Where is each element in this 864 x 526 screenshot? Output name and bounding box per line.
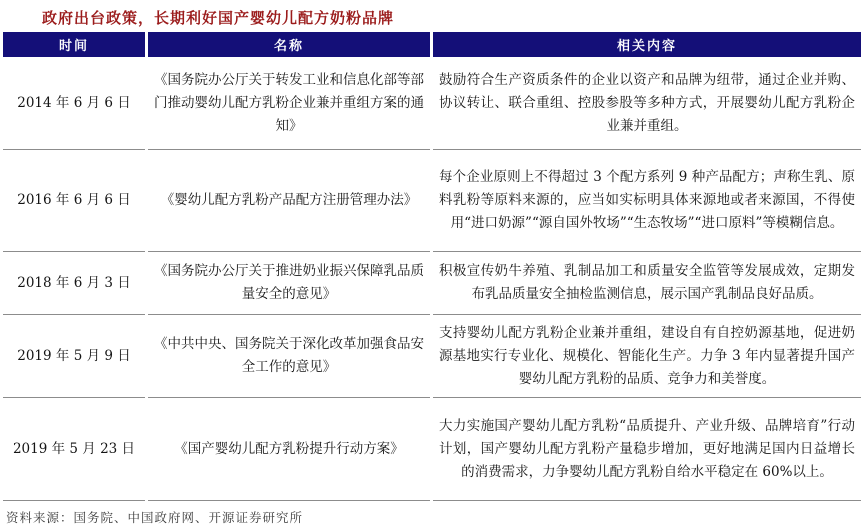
column-header-time: 时间 — [3, 32, 145, 57]
cell-date: 2019 年 5 月 9 日 — [3, 315, 145, 398]
cell-date: 2018 年 6 月 3 日 — [3, 252, 145, 315]
cell-policy-content: 积极宣传奶牛养殖、乳制品加工和质量安全监管等发展成效，定期发布乳品质量安全抽检监测信息，展示国产乳制品良好品质。 — [433, 252, 861, 315]
column-header-content: 相关内容 — [433, 32, 861, 57]
cell-policy-name: 《国务院办公厅关于转发工业和信息化部等部门推动婴幼儿配方乳粉企业兼并重组方案的通知》 — [148, 57, 430, 150]
column-header-name: 名称 — [148, 32, 430, 57]
cell-date: 2014 年 6 月 6 日 — [3, 57, 145, 150]
cell-date: 2016 年 6 月 6 日 — [3, 150, 145, 252]
cell-policy-content: 鼓励符合生产资质条件的企业以资产和品牌为纽带，通过企业并购、协议转让、联合重组、控股参股等多种方式，开展婴幼儿配方乳粉企业兼并重组。 — [433, 57, 861, 150]
cell-policy-name: 《婴幼儿配方乳粉产品配方注册管理办法》 — [148, 150, 430, 252]
cell-policy-content: 支持婴幼儿配方乳粉企业兼并重组，建设自有自控奶源基地，促进奶源基地实行专业化、规模化、智能化生产。力争 3 年内显著提升国产婴幼儿配方乳粉的品质、竞争力和美誉度。 — [433, 315, 861, 398]
page-title: 政府出台政策，长期利好国产婴幼儿配方奶粉品牌 — [42, 9, 395, 27]
table-row — [3, 315, 861, 398]
table-row — [3, 57, 861, 150]
table-row — [3, 150, 861, 252]
cell-date: 2019 年 5 月 23 日 — [3, 398, 145, 501]
table-row — [3, 398, 861, 501]
source-note: 资料来源：国务院、中国政府网、开源证券研究所 — [6, 510, 304, 525]
cell-policy-name: 《国务院办公厅关于推进奶业振兴保障乳品质量安全的意见》 — [148, 252, 430, 315]
table-row — [3, 252, 861, 315]
cell-policy-content: 大力实施国产婴幼儿配方乳粉“品质提升、产业升级、品牌培育”行动计划，国产婴幼儿配方乳粉产量稳步增加，更好地满足国内日益增长的消费需求，力争婴幼儿配方乳粉自给水平稳定在 60%以上。 — [433, 398, 861, 501]
cell-policy-content: 每个企业原则上不得超过 3 个配方系列 9 种产品配方；声称生乳、原料乳粉等原料来源的，应当如实标明具体来源地或者来源国，不得使用“进口奶源”“源自国外牧场”“生态牧场”“进口原料”等模糊信息。 — [433, 150, 861, 252]
cell-policy-name: 《中共中央、国务院关于深化改革加强食品安全工作的意见》 — [148, 315, 430, 398]
policy-table — [0, 32, 864, 501]
table-header-row — [3, 32, 861, 57]
cell-policy-name: 《国产婴幼儿配方乳粉提升行动方案》 — [148, 398, 430, 501]
